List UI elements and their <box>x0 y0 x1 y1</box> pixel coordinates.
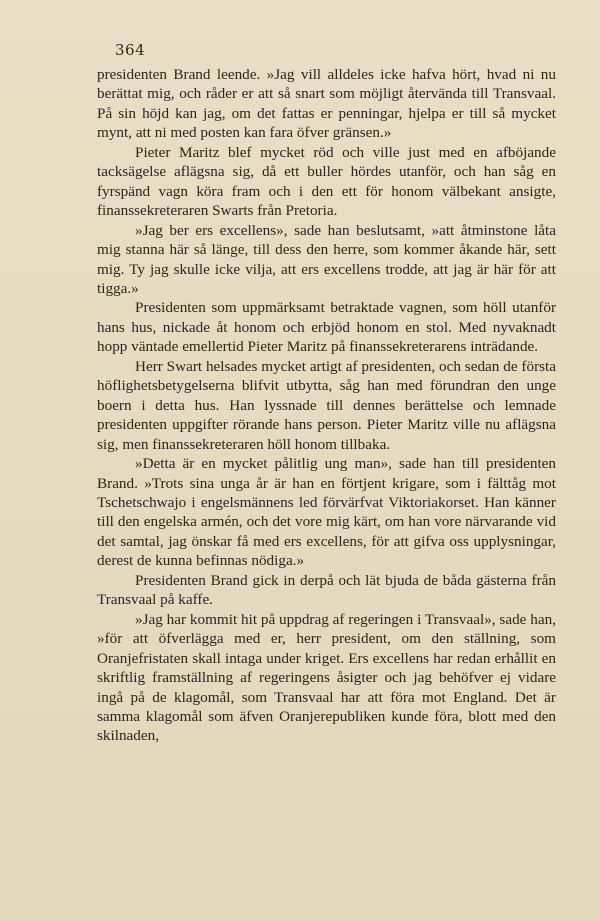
paragraph: Presidenten som uppmärksamt betraktade vagnen, som höll utanför hans hus, nickade åt honom och erbjöd honom en stol. Med nyvaknadt hopp väntade emellertid Pieter Maritz på finanssekreterarens inträdande. <box>97 299 556 356</box>
paragraph: presidenten Brand leende. »Jag vill alldeles icke hafva hört, hvad ni nu berättat mig, och råder er att så snart som möjligt återvända till Transvaal. På sin höjd kan jag, om det fattas er penningar, hjelpa er till så mycket mynt, att ni med posten kan fara öfver gränsen.» <box>97 66 556 142</box>
page-number: 364 <box>115 41 146 59</box>
paragraph: »Jag ber ers excellens», sade han beslutsamt, »att åtminstone låta mig stanna här så länge, till dess den herre, som kommer åkande här, sett mig. Ty jag skulle icke vilja, att ers excellens trodde, att jag är här för att tigga.» <box>97 221 556 297</box>
paragraph: Herr Swart helsades mycket artigt af presidenten, och sedan de första höflighetsbetygelserna blifvit utbytta, såg han med förundran den unge boern i detta hus. Han lyssnade till dennes berättelse och lemnade presidenten uppgifter rörande hans person. Pieter Maritz ville nu aflägsna sig, men finanssekreteraren höll honom tillbaka. <box>97 357 556 453</box>
paragraph: Pieter Maritz blef mycket röd och ville just med en afböjande tacksägelse aflägsna sig, då ett buller hördes utanför, och han såg en fyrspänd vagn köra fram och i den ett för honom välbekant ansigte, finanssekreteraren Swarts från Pretoria. <box>97 143 556 220</box>
paragraph: »Jag har kommit hit på uppdrag af regeringen i Transvaal», sade han, »för att öfverlägga med er, herr president, om den ställning, som Oranjefristaten skall intaga under kriget. Ers excellens har redan erhållit en skriftlig framställning af regeringens åsigter och jag behöfver ej vidare ingå på de klagomål, som Transvaal har att föra mot England. Det är samma klagomål som äfven Oranjerepubliken kunde föra, blott med den skilnaden, <box>97 610 556 745</box>
paragraph: »Detta är en mycket pålitlig ung man», sade han till presidenten Brand. »Trots sina unga år är han en förtjent krigare, som i fälttåg mot Tschetschwajo i engelsmännens led förvärfvat Viktoriakorset. Han känner till den engelska armén, och det vore mig kärt, om han vore närvarande vid det samtal, jag önskar få med ers excellens, för att gifva oss upplysningar, derest de kunna befinnas nödiga.» <box>97 455 556 570</box>
body-text <box>97 65 556 746</box>
paragraph: Presidenten Brand gick in derpå och lät bjuda de båda gästerna från Transvaal på kaffe. <box>97 571 556 609</box>
